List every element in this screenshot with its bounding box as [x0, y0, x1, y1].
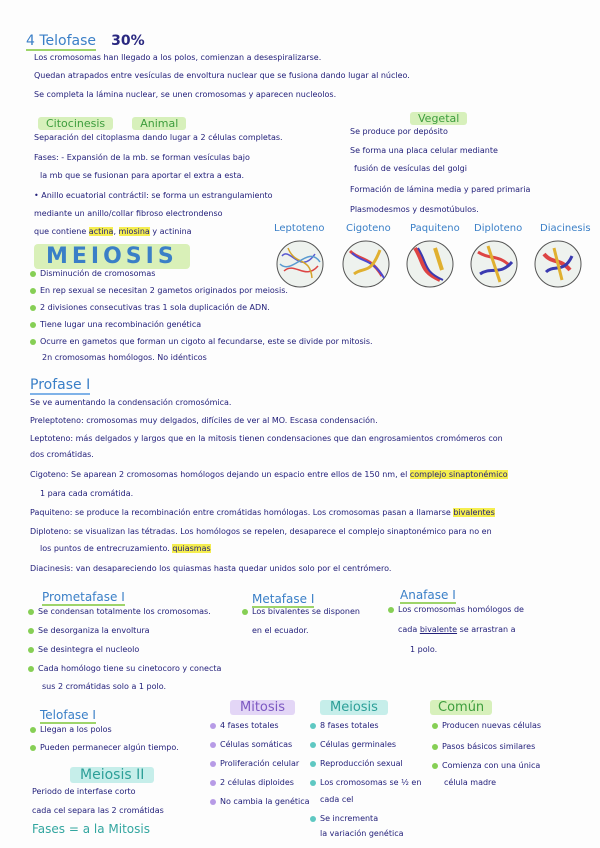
telofase-line-1: Los cromosomas han llegado a los polos, comienzan a desespiralizarse. [34, 53, 322, 62]
profase-diploteno: Diploteno: se visualizan las tétradas. Los homólogos se repelen, desaparece el complejo sinaptonémico para no en [30, 527, 492, 536]
metafase-line-1-text: Los bivalentes se disponen [252, 607, 360, 616]
prometafase-title: Prometafase I [42, 590, 125, 604]
prometafase-bullet-1-text: Se condensan totalmente los cromosomas. [38, 607, 211, 616]
meiosis2-heading [70, 764, 154, 783]
comun-item-3b: célula madre [444, 778, 497, 787]
anafase-line-2b: se arrastran a [459, 625, 516, 634]
paquiteno-diagram [407, 241, 453, 287]
bullet-icon [432, 723, 438, 729]
bullet-icon [28, 647, 34, 653]
bullet-icon [310, 816, 316, 822]
meiosis-bullet-5-text: Ocurre en gametos que forman un cigoto al fecundarse, este se divide por mitosis. [40, 337, 373, 346]
cigoteno-text: Cigoteno: Se aparean 2 cromosomas homólogos dejando un espacio entre ellos de 150 nm, el [30, 470, 408, 479]
bullet-icon [432, 763, 438, 769]
bullet-icon [30, 727, 36, 733]
mitosis-title: Mitosis [230, 700, 295, 715]
prometafase-bullet-3-text: Se desintegra el nucleolo [38, 645, 140, 654]
meiosis-bullet-6: 2n cromosomas homólogos. No idénticos [42, 353, 207, 362]
metafase-line-1 [242, 606, 360, 618]
profase-title: Profase I [30, 377, 91, 393]
prometafase-extra: sus 2 cromátidas solo a 1 polo. [42, 682, 167, 691]
diploteno-diagram [471, 241, 517, 287]
telofase1-bullet-1 [30, 724, 112, 736]
mitosis-item-4-text: 2 células diploides [220, 778, 294, 787]
profase-preleptoteno: Preleptoteno: cromosomas muy delgados, difíciles de ver al MO. Escasa condensación. [30, 416, 378, 425]
meiosis-bullet-3 [30, 302, 270, 314]
profase-leptoteno-2: dos cromátidas. [30, 450, 94, 459]
anafase-line-2 [398, 624, 515, 636]
telofase-line-3: Se completa la lámina nuclear, se unen cromosomas y aparecen nucleolos. [34, 90, 337, 99]
miosina-highlight: miosina [118, 227, 150, 236]
animal-line-4: • Anillo ecuatorial contráctil: se forma un estrangulamiento [34, 191, 273, 200]
profase-paquiteno [30, 507, 495, 519]
anafase-line-3: 1 polo. [410, 645, 438, 654]
telofase1-heading [40, 704, 96, 723]
meiosis-item-2 [310, 739, 396, 751]
telofase-title: 4 Telofase [26, 33, 97, 49]
mitosis-item-1-text: 4 fases totales [220, 721, 279, 730]
bullet-icon [30, 288, 36, 294]
comun-item-1-text: Producen nuevas células [442, 721, 542, 730]
mitosis-item-4 [210, 777, 294, 789]
diploteno-2-text: los puntos de entrecruzamiento. [40, 544, 170, 553]
telofase-heading [26, 30, 145, 49]
anafase-line-2a: cada [398, 625, 418, 634]
anafase-line-1-text: Los cromosomas homólogos de [398, 605, 524, 614]
leptoteno-diagram [277, 241, 323, 287]
telofase-line-2: Quedan atrapados entre vesículas de envoltura nuclear que se fusiona dando lugar al núcleo. [34, 71, 410, 80]
meiosis2-fases: Fases = a la Mitosis [32, 822, 150, 836]
vegetal-label: Vegetal [410, 112, 467, 125]
vegetal-line-5: Plasmodesmos y desmotúbulos. [350, 205, 479, 214]
telofase1-bullet-1-text: Llegan a los polos [40, 725, 112, 734]
vegetal-line-2: Se forma una placa celular mediante [350, 146, 498, 155]
meiosis-bullet-4-text: Tiene lugar una recombinación genética [40, 320, 202, 329]
bullet-icon [310, 780, 316, 786]
vegetal-title [410, 107, 467, 126]
stage-label-diploteno: Diploteno [474, 223, 523, 234]
bullet-icon [310, 742, 316, 748]
bullet-icon [210, 780, 216, 786]
meiosis-item-1 [310, 720, 379, 732]
mitosis-item-3-text: Proliferación celular [220, 759, 300, 768]
mitosis-heading [230, 696, 295, 715]
profase-intro: Se ve aumentando la condensación cromosómica. [30, 398, 232, 407]
prometafase-bullet-1 [28, 606, 211, 618]
profase-cigoteno [30, 469, 508, 481]
stage-label-leptoteno: Leptoteno [274, 223, 325, 234]
meiosis-item-5-text: Se incrementa [320, 814, 379, 823]
telofase1-title: Telofase I [40, 708, 96, 722]
bullet-icon [30, 322, 36, 328]
meiosis-item-3 [310, 758, 403, 770]
meiosis-bullet-2 [30, 285, 288, 297]
meiosis-item-3-text: Reproducción sexual [320, 759, 403, 768]
meiosis2-line-2: cada cel separa las 2 cromátidas [32, 806, 164, 815]
meiosis-col-heading [320, 696, 388, 715]
comun-title: Común [430, 700, 492, 715]
citocinesis-title [38, 112, 186, 131]
profase-cigoteno-2: 1 para cada cromátida. [40, 489, 134, 498]
paquiteno-highlight: bivalentes [453, 508, 495, 517]
bullet-icon [30, 339, 36, 345]
meiosis-item-4 [310, 777, 421, 789]
animal-line-1: Separación del citoplasma dando lugar a 2 células completas. [34, 133, 283, 142]
paquiteno-text: Paquiteno: se produce la recombinación entre cromátidas homólogas. Los cromosomas pasan a llamarse [30, 508, 451, 517]
profase-diacinesis: Diacinesis: van desapareciendo los quiasmas hasta quedar unidos solo por el centrómero. [30, 564, 392, 573]
mitosis-item-2 [210, 739, 292, 751]
bullet-icon [28, 609, 34, 615]
meiosis-bullet-4 [30, 319, 201, 331]
mitosis-item-2-text: Células somáticas [220, 740, 293, 749]
actina-highlight: actina [88, 227, 114, 236]
prometafase-bullet-4 [28, 663, 221, 675]
meiosis-bullet-1 [30, 268, 155, 280]
meiosis-bullet-3-text: 2 divisiones consecutivas tras 1 sola duplicación de ADN. [40, 303, 270, 312]
bullet-icon [30, 271, 36, 277]
meiosis2-line-1: Periodo de interfase corto [32, 787, 136, 796]
meiosis-item-2-text: Células germinales [320, 740, 397, 749]
cigoteno-highlight: complejo sinaptonémico [409, 470, 508, 479]
comun-item-2-text: Pasos básicos similares [442, 742, 536, 751]
bullet-icon [388, 607, 394, 613]
comun-heading [430, 696, 492, 715]
mitosis-item-5 [210, 796, 310, 808]
mitosis-item-3 [210, 758, 299, 770]
profase-leptoteno: Leptoteno: más delgados y largos que en la mitosis tienen condensaciones que dan engrosamientos cromómeros con [30, 434, 503, 443]
anafase-title: Anafase I [400, 588, 456, 602]
vegetal-line-3: fusión de vesículas del golgi [354, 164, 467, 173]
metafase-line-2: en el ecuador. [252, 626, 309, 635]
animal-line-6-text: que contiene [34, 227, 87, 236]
anafase-line-1 [388, 604, 524, 616]
animal-line-5: mediante un anillo/collar fibroso electrondenso [34, 209, 223, 218]
telofase1-bullet-2-text: Pueden permanecer algún tiempo. [40, 743, 179, 752]
prometafase-heading [42, 586, 125, 605]
meiosis2-title: Meiosis II [70, 767, 154, 783]
bullet-icon [242, 609, 248, 615]
quiasmas-highlight: quiasmas [172, 544, 211, 553]
profase-heading [30, 374, 90, 393]
comun-item-3-text: Comienza con una única [442, 761, 541, 770]
animal-label: Animal [132, 117, 186, 130]
stage-label-paquiteno: Paquiteno [410, 223, 460, 234]
stage-label-diacinesis: Diacinesis [540, 223, 591, 234]
actinina-text: y actinina [152, 227, 192, 236]
bullet-icon [432, 744, 438, 750]
bullet-icon [210, 742, 216, 748]
comun-item-3 [432, 760, 540, 772]
prometafase-bullet-2-text: Se desorganiza la envoltura [38, 626, 150, 635]
animal-line-2: Fases: - Expansión de la mb. se forman vesículas bajo [34, 153, 250, 162]
bullet-icon [210, 723, 216, 729]
meiosis-item-5b: la variación genética [320, 829, 404, 838]
meiosis-bullet-5 [30, 336, 373, 348]
animal-line-3: la mb que se fusionan para aportar el extra a esta. [40, 171, 245, 180]
meiosis-bullet-1-text: Disminución de cromosomas [40, 269, 156, 278]
meiosis-title: MEIOSIS [34, 244, 190, 269]
telofase1-bullet-2 [30, 742, 179, 754]
mitosis-item-1 [210, 720, 279, 732]
bullet-icon [210, 799, 216, 805]
meiosis-col-title: Meiosis [320, 700, 388, 715]
animal-line-6: que contiene actina, miosina y actinina [34, 227, 192, 236]
vegetal-line-4: Formación de lámina media y pared primaria [350, 185, 531, 194]
meiosis-item-1-text: 8 fases totales [320, 721, 379, 730]
comun-item-1 [432, 720, 541, 732]
profase-diploteno-2 [40, 543, 211, 555]
cigoteno-diagram [343, 241, 389, 287]
meiosis-bullet-2-text: En rep sexual se necesitan 2 gametos originados por meiosis. [40, 286, 288, 295]
meiosis-item-4b: cada cel [320, 795, 354, 804]
prometafase-bullet-2 [28, 625, 150, 637]
meiosis-heading [34, 244, 190, 269]
bullet-icon [310, 761, 316, 767]
diacinesis-diagram [535, 241, 581, 287]
citocinesis-label: Citocinesis [38, 117, 113, 130]
anafase-heading [400, 584, 456, 603]
bullet-icon [30, 305, 36, 311]
bullet-icon [310, 723, 316, 729]
bullet-icon [210, 761, 216, 767]
metafase-heading [252, 588, 314, 607]
meiosis-item-4-text: Los cromosomas se ½ en [320, 778, 422, 787]
bullet-icon [28, 628, 34, 634]
prometafase-bullet-3 [28, 644, 139, 656]
bullet-icon [30, 745, 36, 751]
bivalente-word: bivalente [419, 625, 458, 634]
comun-item-2 [432, 741, 535, 753]
bullet-icon [28, 666, 34, 672]
telofase-percent: 30% [111, 33, 145, 49]
stage-label-cigoteno: Cigoteno [346, 223, 391, 234]
stage-diagrams [270, 236, 590, 292]
mitosis-item-5-text: No cambia la genética [220, 797, 310, 806]
prometafase-bullet-4-text: Cada homólogo tiene su cinetocoro y conecta [38, 664, 222, 673]
meiosis-item-5 [310, 813, 378, 825]
vegetal-line-1: Se produce por depósito [350, 127, 448, 136]
metafase-title: Metafase I [252, 592, 315, 606]
